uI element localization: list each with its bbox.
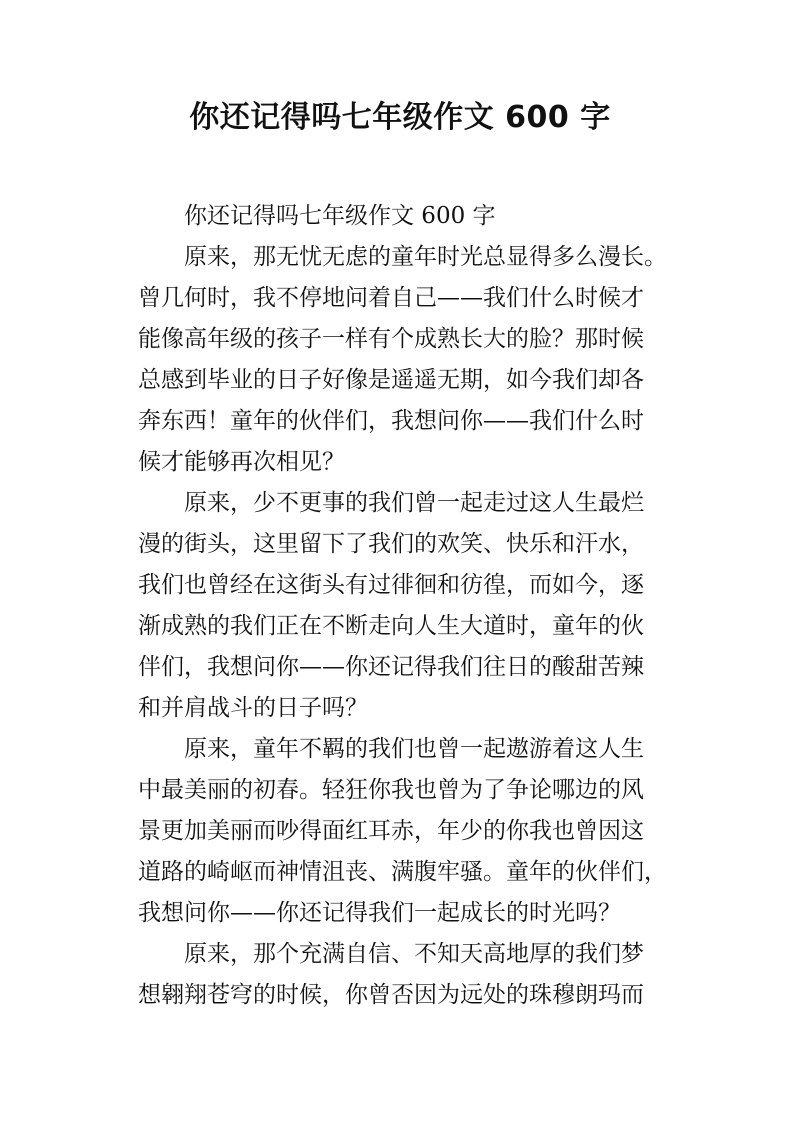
paragraph-1-line: 能像高年级的孩子一样有个成熟长大的脸？那时候 — [138, 326, 644, 352]
paragraph-2-line: 伴们，我想问你——你还记得我们往日的酸甜苦辣 — [138, 654, 644, 680]
paragraph-1-line: 曾几何时，我不停地问着自己——我们什么时候才 — [138, 285, 644, 311]
paragraph-1-line: 总感到毕业的日子好像是遥遥无期，如今我们却各 — [138, 367, 644, 393]
paragraph-2-line: 漫的街头，这里留下了我们的欢笑、快乐和汗水， — [138, 531, 644, 557]
paragraph-3-line: 中最美丽的初春。轻狂你我也曾为了争论哪边的风 — [138, 777, 644, 803]
paragraph-1-line: 原来，那无忧无虑的童年时光总显得多么漫长。 — [184, 244, 667, 270]
paragraph-3-line: 道路的崎岖而神情沮丧、满腹牢骚。童年的伙伴们， — [138, 859, 667, 885]
paragraph-2-line: 渐成熟的我们正在不断走向人生大道时，童年的伙 — [138, 613, 644, 639]
paragraph-4-line: 原来，那个充满自信、不知天高地厚的我们梦 — [184, 941, 644, 967]
paragraph-2-line: 我们也曾经在这街头有过徘徊和彷徨，而如今，逐 — [138, 572, 644, 598]
paragraph-3-line: 原来，童年不羁的我们也曾一起遨游着这人生 — [184, 736, 644, 762]
paragraph-2-line: 和并肩战斗的日子吗？ — [138, 695, 368, 721]
paragraph-3-line: 我想问你——你还记得我们一起成长的时光吗？ — [138, 900, 621, 926]
paragraph-4-line: 想翱翔苍穹的时候，你曾否因为远处的珠穆朗玛而 — [138, 982, 644, 1008]
paragraph-3-line: 景更加美丽而吵得面红耳赤，年少的你我也曾因这 — [138, 818, 644, 844]
subtitle-line: 你还记得吗七年级作文 600 字 — [184, 203, 496, 229]
paragraph-1-line: 奔东西！童年的伙伴们，我想问你——我们什么时 — [138, 408, 644, 434]
paragraph-1-line: 候才能够再次相见？ — [138, 449, 345, 475]
paragraph-2-line: 原来，少不更事的我们曾一起走过这人生最烂 — [184, 490, 644, 516]
document-body — [138, 196, 678, 1016]
document-title: 你还记得吗七年级作文 600 字 — [189, 100, 611, 135]
